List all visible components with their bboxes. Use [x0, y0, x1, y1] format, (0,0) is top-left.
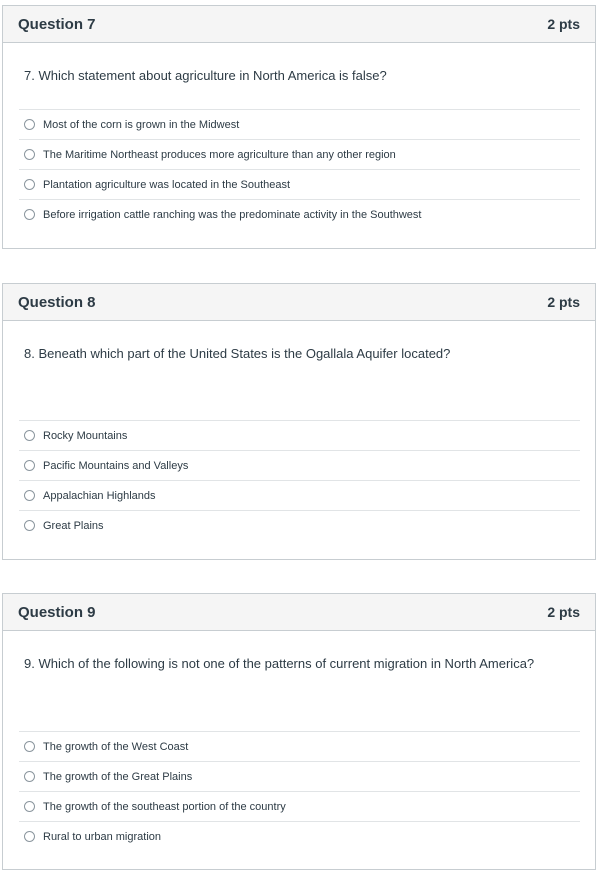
radio-button[interactable]	[24, 741, 35, 752]
answer-label: Pacific Mountains and Valleys	[43, 459, 189, 472]
question-points: 2 pts	[547, 294, 580, 310]
answer-option[interactable]	[19, 731, 580, 761]
answer-label: Plantation agriculture was located in the Southeast	[43, 178, 291, 191]
radio-button[interactable]	[24, 460, 35, 471]
answer-option[interactable]	[19, 821, 580, 851]
radio-button[interactable]	[24, 771, 35, 782]
answer-option[interactable]	[19, 199, 580, 229]
question-header	[3, 6, 595, 43]
answer-option[interactable]	[19, 169, 580, 199]
answer-label: Before irrigation cattle ranching was the predominate activity in the Southwest	[43, 208, 422, 221]
answer-option[interactable]	[19, 109, 580, 139]
question-points: 2 pts	[547, 16, 580, 32]
answer-list	[19, 420, 580, 540]
question-points: 2 pts	[547, 604, 580, 620]
answer-option[interactable]	[19, 791, 580, 821]
question-9-card	[2, 593, 596, 870]
radio-button[interactable]	[24, 430, 35, 441]
answer-option[interactable]	[19, 480, 580, 510]
question-title: Question 9	[18, 603, 96, 621]
radio-button[interactable]	[24, 149, 35, 160]
question-8-card	[2, 283, 596, 560]
question-title: Question 8	[18, 293, 96, 311]
question-text: 8. Beneath which part of the United States is the Ogallala Aquifer located?	[24, 346, 451, 361]
answer-list	[19, 731, 580, 851]
answer-option[interactable]	[19, 420, 580, 450]
question-title: Question 7	[18, 15, 96, 33]
answer-option[interactable]	[19, 510, 580, 540]
answer-label: The Maritime Northeast produces more agriculture than any other region	[43, 148, 396, 161]
radio-button[interactable]	[24, 209, 35, 220]
question-header	[3, 284, 595, 321]
answer-option[interactable]	[19, 139, 580, 169]
radio-button[interactable]	[24, 490, 35, 501]
answer-label: Rocky Mountains	[43, 429, 128, 442]
answer-option[interactable]	[19, 761, 580, 791]
radio-button[interactable]	[24, 119, 35, 130]
answer-label: Great Plains	[43, 519, 104, 532]
answer-label: Rural to urban migration	[43, 830, 162, 843]
radio-button[interactable]	[24, 179, 35, 190]
answer-label: The growth of the southeast portion of the country	[43, 800, 286, 813]
radio-button[interactable]	[24, 801, 35, 812]
question-text: 9. Which of the following is not one of the patterns of current migration in North America?	[24, 656, 535, 671]
answer-label: Most of the corn is grown in the Midwest	[43, 118, 240, 131]
question-7-card	[2, 5, 596, 249]
radio-button[interactable]	[24, 520, 35, 531]
answer-label: The growth of the Great Plains	[43, 770, 193, 783]
question-text: 7. Which statement about agriculture in North America is false?	[24, 68, 387, 83]
answer-option[interactable]	[19, 450, 580, 480]
answer-label: The growth of the West Coast	[43, 740, 189, 753]
radio-button[interactable]	[24, 831, 35, 842]
answer-label: Appalachian Highlands	[43, 489, 156, 502]
question-header	[3, 594, 595, 631]
answer-list	[19, 109, 580, 229]
